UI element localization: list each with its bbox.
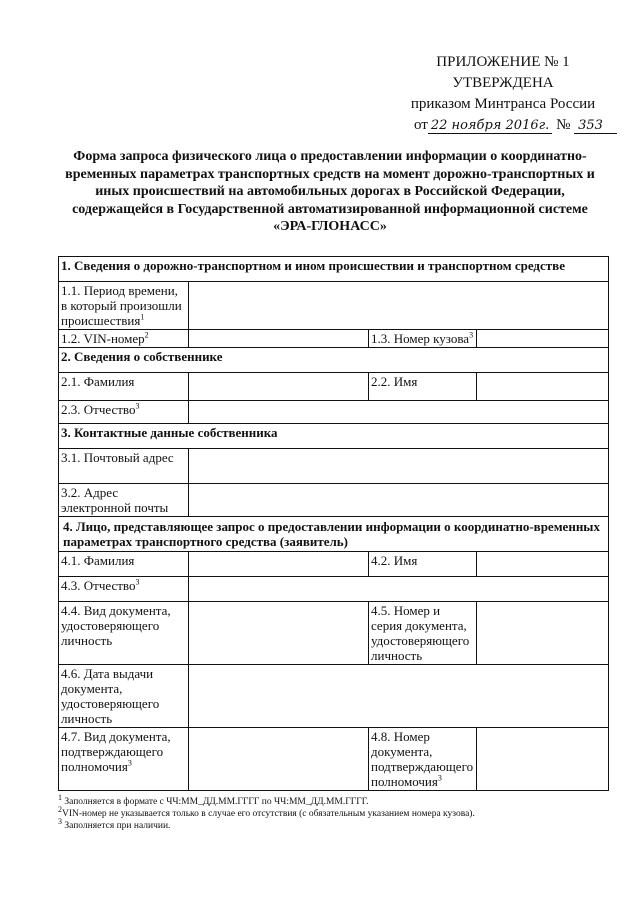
number-prefix: № xyxy=(556,117,571,133)
section-3-heading: 3. Контактные данные собственника xyxy=(59,424,609,449)
order-date-line xyxy=(388,115,618,136)
body-number-label: 1.3. Номер кузова$^3$ xyxy=(369,330,477,348)
approval-block xyxy=(388,52,618,136)
owner-surname-label: 2.1. Фамилия xyxy=(59,373,189,401)
document-title: Форма запроса физического лица о предоставлении информации о координатно-временных параметрах транспортных средств на момент дорожно-транспортных и иных происшествий на автомобильных дорогах в Российской Федерации, содержащейся в Государственной автоматизированной информационной системе «ЭРА-ГЛОНАСС» xyxy=(65,149,595,234)
applicant-patronymic-label: 4.3. Отчество$^3$ xyxy=(59,577,189,602)
postal-address-field[interactable] xyxy=(189,449,609,484)
date-prefix: от xyxy=(414,117,428,133)
footnote-divider xyxy=(58,790,208,791)
period-field[interactable] xyxy=(189,282,609,330)
footnote-ref: 3 xyxy=(135,577,140,587)
email-label: 3.2. Адрес электронной почты xyxy=(59,484,189,517)
owner-name-label: 2.2. Имя xyxy=(369,373,477,401)
footnotes xyxy=(58,792,618,832)
id-document-series-field[interactable] xyxy=(477,602,609,665)
appendix-label: ПРИЛОЖЕНИЕ № 1 xyxy=(436,54,570,70)
footnote-ref: 3 xyxy=(127,758,132,768)
footnote-ref: 3 xyxy=(437,773,442,783)
section-4-heading: 4. Лицо, представляющее запрос о предоставлении информации о координатно-временных параметрах транспортного средства (заявитель) xyxy=(59,517,609,552)
footnote-2: $^2$VIN-номер не указывается только в случае его отсутствия (с обязательным указанием номера кузова). xyxy=(58,804,475,819)
footnote-ref: 2 xyxy=(144,330,149,340)
authority-document-number-label: 4.8. Номер документа, подтверждающего полномочия$^3$ xyxy=(369,728,477,791)
owner-surname-field[interactable] xyxy=(189,373,369,401)
body-number-field[interactable] xyxy=(477,330,609,348)
vin-label: 1.2. VIN-номер$^2$ xyxy=(59,330,189,348)
handwritten-number: 353 xyxy=(574,118,617,134)
applicant-surname-label: 4.1. Фамилия xyxy=(59,552,189,577)
owner-patronymic-label: 2.3. Отчество$^3$ xyxy=(59,401,189,424)
authority-document-type-label: 4.7. Вид документа, подтверждающего полномочия$^3$ xyxy=(59,728,189,791)
section-2-heading: 2. Сведения о собственнике xyxy=(59,348,609,373)
applicant-name-label: 4.2. Имя xyxy=(369,552,477,577)
applicant-name-field[interactable] xyxy=(477,552,609,577)
footnote-ref: 1 xyxy=(140,312,145,322)
vin-field[interactable] xyxy=(189,330,369,348)
footnote-1: $^1$ Заполняется в формате с ЧЧ:ММ_ДД.ММ.ГГГГ по ЧЧ:ММ_ДД.ММ.ГГГГ. xyxy=(58,792,369,807)
period-label: 1.1. Период времени, в который произошли происшествия$^1$ xyxy=(59,282,189,330)
authority-document-number-field[interactable] xyxy=(477,728,609,791)
id-document-type-field[interactable] xyxy=(189,602,369,665)
issue-date-field[interactable] xyxy=(189,665,609,728)
section-1-heading: 1. Сведения о дорожно-транспортном и ином происшествии и транспортном средстве xyxy=(59,257,609,282)
owner-name-field[interactable] xyxy=(477,373,609,401)
id-document-type-label: 4.4. Вид документа, удостоверяющего личность xyxy=(59,602,189,665)
issue-date-label: 4.6. Дата выдачи документа, удостоверяющего личность xyxy=(59,665,189,728)
applicant-patronymic-field[interactable] xyxy=(189,577,609,602)
email-field[interactable] xyxy=(189,484,609,517)
request-form-table xyxy=(58,256,609,791)
footnote-3: $^3$ Заполняется при наличии. xyxy=(58,816,171,831)
handwritten-date: 22 ноября 2016г. xyxy=(428,118,552,134)
applicant-surname-field[interactable] xyxy=(189,552,369,577)
authority-document-type-field[interactable] xyxy=(189,728,369,791)
owner-patronymic-field[interactable] xyxy=(189,401,609,424)
footnote-ref: 3 xyxy=(469,330,474,340)
postal-address-label: 3.1. Почтовый адрес xyxy=(59,449,189,484)
footnote-ref: 3 xyxy=(135,401,140,411)
approved-label: УТВЕРЖДЕНА xyxy=(452,75,554,91)
id-document-series-label: 4.5. Номер и серия документа, удостоверяющего личность xyxy=(369,602,477,665)
order-label: приказом Минтранса России xyxy=(410,96,596,112)
